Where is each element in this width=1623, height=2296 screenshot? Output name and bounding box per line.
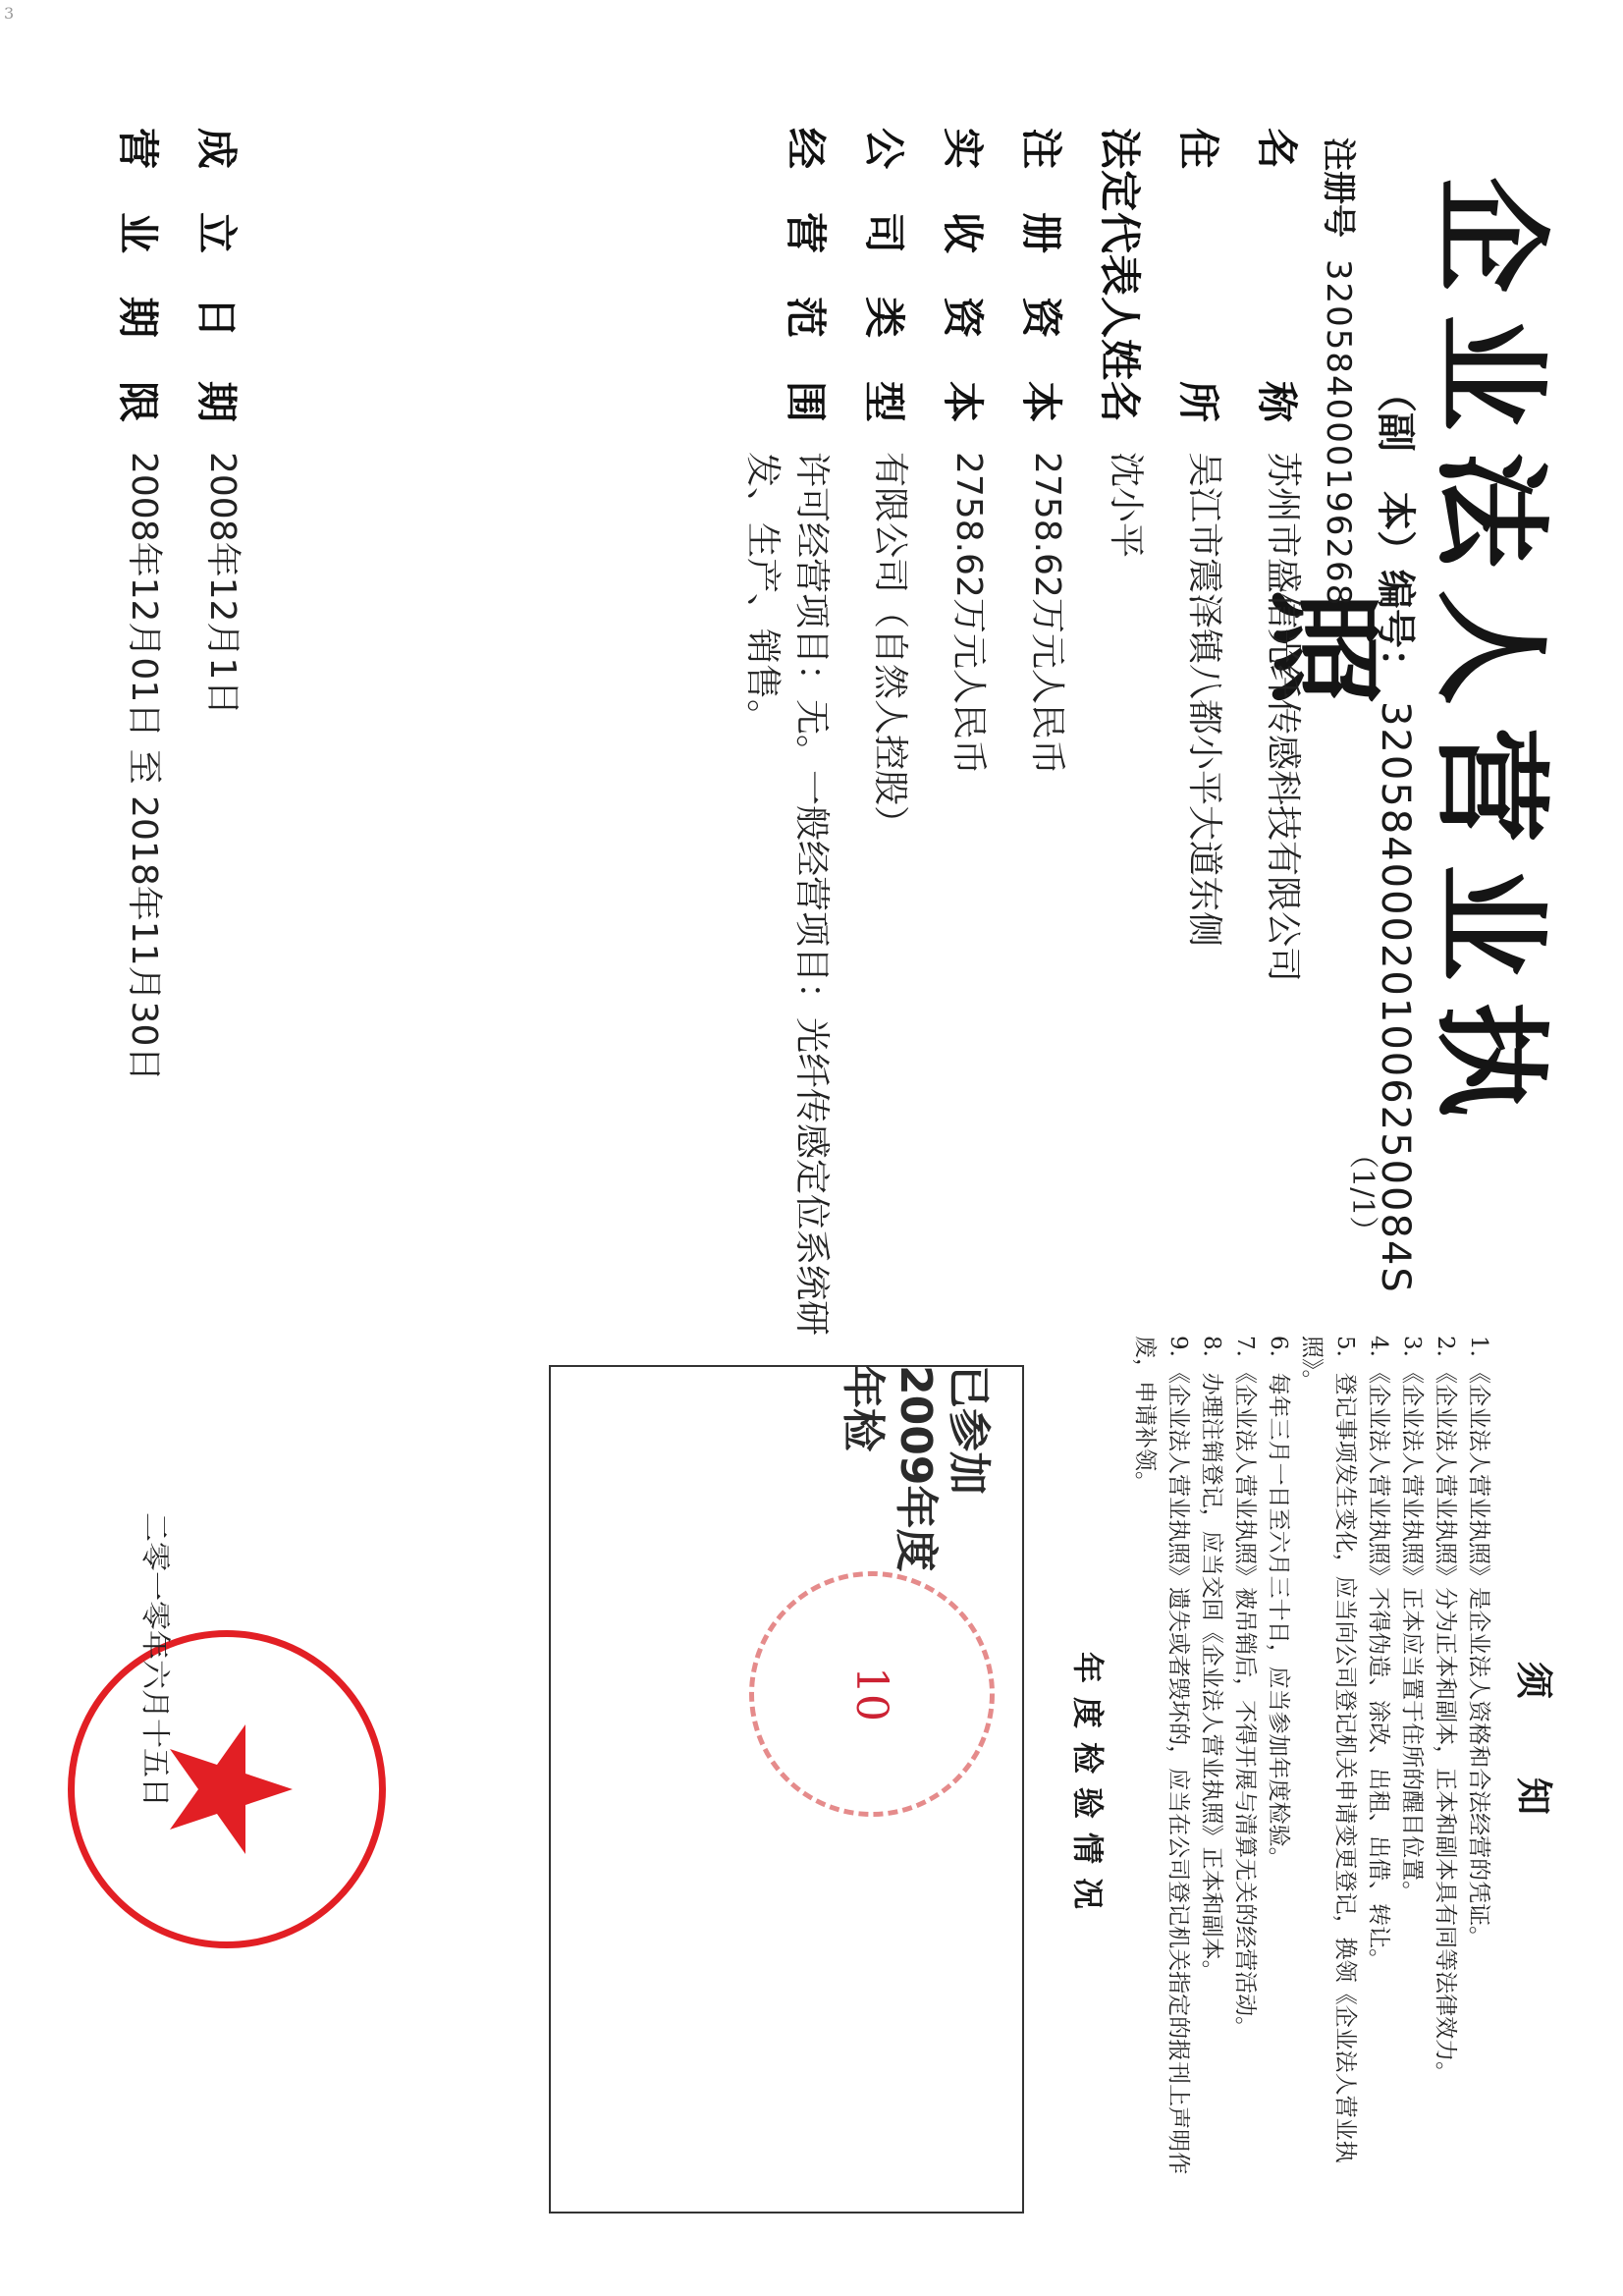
notice-item: 9．《企业法人营业执照》遗失或者毁坏的，应当在公司登记机关指定的报刊上声明作废，申请补领。 bbox=[1132, 1336, 1191, 2175]
field-business-term bbox=[111, 128, 170, 1306]
field-value: 2758.62万元人民币 bbox=[948, 452, 989, 775]
field-established-date bbox=[189, 128, 248, 1306]
registration-line bbox=[1318, 137, 1366, 607]
field-label: 名称 bbox=[1253, 128, 1301, 422]
field-paid-capital bbox=[936, 128, 995, 1306]
field-value: 2008年12月1日 bbox=[202, 452, 243, 716]
field-value: 苏州市盛信光纤传感科技有限公司 bbox=[1263, 452, 1303, 983]
field-label: 住所 bbox=[1174, 128, 1222, 422]
notice-item: 2．《企业法人营业执照》分为正本和副本，正本和副本具有同等法律效力。 bbox=[1433, 1336, 1458, 2085]
field-label: 营业期限 bbox=[114, 128, 162, 422]
issue-date: 二零一零年六月十五日 bbox=[137, 1512, 172, 1807]
field-label: 法定代表人姓名 bbox=[1096, 128, 1144, 422]
official-seal bbox=[68, 1630, 386, 1948]
stamp-line: 已参加 bbox=[944, 1365, 994, 1495]
notice-item: 6．每年三月一日至六月三十日，应当参加年度检验。 bbox=[1266, 1336, 1291, 1870]
field-label: 经营范围 bbox=[782, 128, 830, 422]
field-value: 有限公司（自然人控股） bbox=[870, 452, 910, 842]
field-registered-capital bbox=[1014, 128, 1073, 1306]
inspection-seal-graphic bbox=[754, 1576, 990, 1812]
stamp-line: 年检 bbox=[838, 1365, 888, 1451]
seal-star-icon bbox=[170, 1724, 293, 1854]
notice-item: 1．《企业法人营业执照》是企业法人资格和合法经营的凭证。 bbox=[1466, 1336, 1491, 1949]
field-value: 2008年12月01日 至 2018年11月30日 bbox=[124, 452, 164, 1082]
stamp-line: 2009年度 bbox=[891, 1365, 941, 1572]
field-value: 吴江市震泽镇八都小平大道东侧 bbox=[1184, 452, 1224, 948]
field-business-scope bbox=[730, 128, 838, 1337]
notice-item: 8．办理注销登记，应当交回《企业法人营业执照》正本和副本。 bbox=[1199, 1336, 1224, 1983]
field-company-type bbox=[857, 128, 916, 1306]
field-label: 公司类型 bbox=[860, 128, 908, 422]
field-label: 实收资本 bbox=[939, 128, 987, 422]
notice-list bbox=[1128, 1336, 1495, 2219]
field-value: 2758.62万元人民币 bbox=[1027, 452, 1067, 775]
notice-item: 3．《企业法人营业执照》正本应当置于住所的醒目位置。 bbox=[1399, 1336, 1425, 1904]
field-value: 沈小平 bbox=[1106, 452, 1146, 559]
corner-mark: 3 bbox=[4, 4, 15, 23]
inspection-title: 年度检验情况 bbox=[1069, 1651, 1107, 1923]
field-address bbox=[1171, 128, 1230, 1306]
reg-label: 注册号 bbox=[1319, 137, 1358, 238]
inspection-stamp bbox=[836, 1365, 995, 1571]
copy-label: （副 本）编号： bbox=[1373, 373, 1418, 687]
copy-number: 320584000201006250084S bbox=[1373, 700, 1418, 1294]
field-name bbox=[1250, 128, 1309, 1306]
field-label: 成立日期 bbox=[192, 128, 241, 422]
field-label: 注册资本 bbox=[1017, 128, 1065, 422]
field-value: 许可经营项目：无。一般经营项目：光纤传感定位系统研发、生产、销售。 bbox=[742, 452, 832, 1337]
notice-item: 7．《企业法人营业执照》被吊销后，不得开展与清算无关的经营活动。 bbox=[1232, 1336, 1258, 2040]
inspection-seal-date: 10 bbox=[846, 1667, 896, 1722]
reg-number: 320584000196268 bbox=[1319, 258, 1358, 608]
notice-item: 5．登记事项发生变化，应当向公司登记机关申请变更登记，换领《企业法人营业执照》。 bbox=[1299, 1336, 1358, 2163]
notice-heading: 须知 bbox=[1512, 1661, 1556, 1893]
page-indicator: （1/1） bbox=[1345, 1139, 1380, 1246]
inspection-seal bbox=[749, 1571, 995, 1817]
page-title: 企业法人营业执照 bbox=[1256, 176, 1558, 1139]
notice-item: 4．《企业法人营业执照》不得伪造、涂改、出租、出借、转让。 bbox=[1366, 1336, 1391, 1972]
field-legal-rep bbox=[1093, 128, 1152, 1306]
official-seal-graphic bbox=[75, 1637, 379, 1941]
